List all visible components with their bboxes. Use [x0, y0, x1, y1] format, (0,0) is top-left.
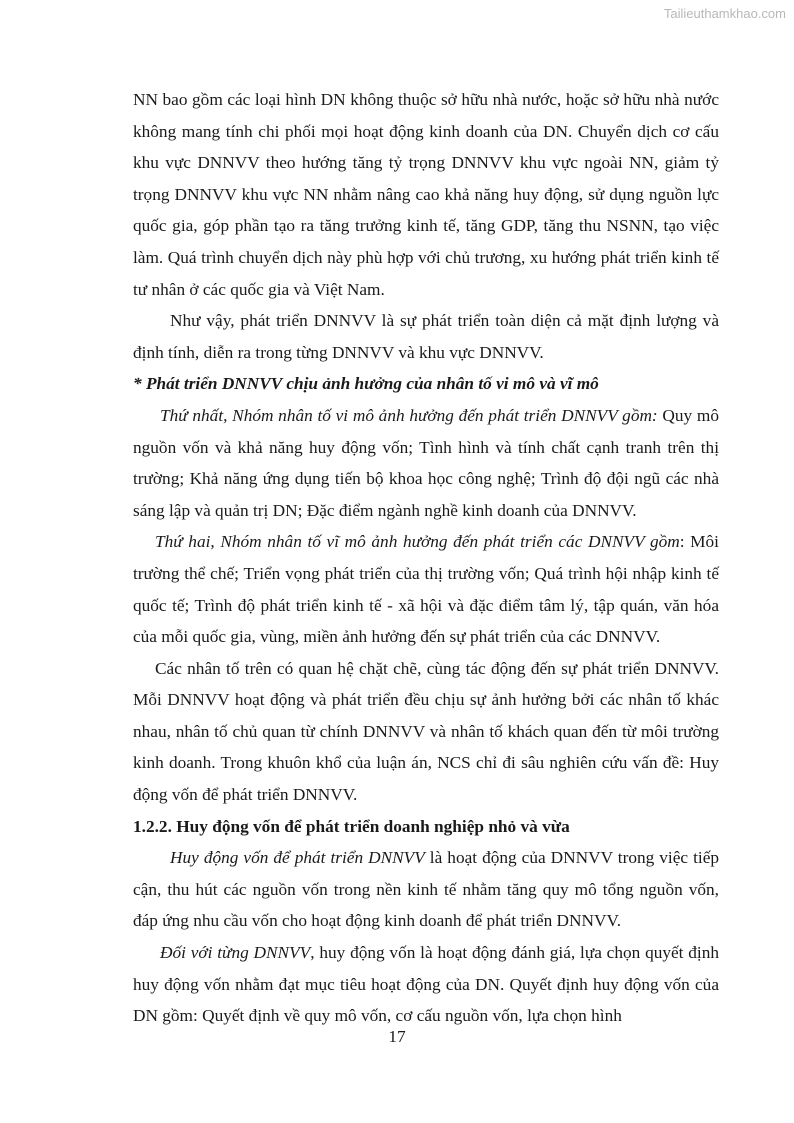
micro-factors-lead: Thứ nhất, Nhóm nhân tố vi mô ảnh hưởng đến phát triển DNNVV gồm: [160, 405, 658, 425]
section-heading-1-2-2: 1.2.2. Huy động vốn để phát triển doanh nghiệp nhỏ và vừa [133, 816, 570, 836]
macro-factors-text: : Môi trường thể chế; Triển vọng phát triển của thị trường vốn; Quá trình hội nhập kinh tế quốc tế; Trình độ phát triển kinh tế - xã hội và đặc điểm tâm lý, tập quán, văn hóa của mỗi quốc gia, vùng, miền ảnh hưởng đến sự phát triển của các DNNVV. [133, 532, 719, 647]
paragraph-2: Như vậy, phát triển DNNVV là sự phát triển toàn diện cả mặt định lượng và định tính, diễn ra trong từng DNNVV và khu vực DNNVV. [133, 311, 719, 362]
page-number: 17 [388, 1027, 406, 1046]
paragraph-capital-definition [133, 842, 719, 937]
paragraph-1: NN bao gồm các loại hình DN không thuộc sở hữu nhà nước, hoặc sở hữu nhà nước không mang tính chi phối mọi hoạt động kinh doanh của DN. Chuyển dịch cơ cấu khu vực DNNVV theo hướng tăng tỷ trọng DNNVV khu vực ngoài NN, giảm tỷ trọng DNNVV khu vực NN nhằm nâng cao khả năng huy động, sử dụng nguồn lực quốc gia, góp phần tạo ra tăng trưởng kinh tế, tăng GDP, tăng thu NSNN, tạo việc làm. Quá trình chuyển dịch này phù hợp với chủ trương, xu hướng phát triển kinh tế tư nhân ở các quốc gia và Việt Nam. [133, 90, 719, 299]
capital-definition-lead: Huy động vốn để phát triển DNNVV [170, 848, 425, 868]
watermark: Tailieuthamkhao.com [663, 6, 786, 21]
document-body [133, 84, 719, 1032]
each-sme-text: , huy động vốn là hoạt động đánh giá, lựa chọn quyết định huy động vốn nhằm đạt mục tiêu hoạt động của DN. Quyết định huy động vốn của DN gồm: Quyết định về quy mô vốn, cơ cấu nguồn vốn, lựa chọn hình [133, 943, 719, 1026]
macro-factors-lead: Thứ hai, Nhóm nhân tố vĩ mô ảnh hưởng đến phát triển các DNNVV gồm [155, 532, 680, 552]
paragraph-macro-factors [133, 526, 719, 652]
each-sme-lead: Đối với từng DNNVV [160, 943, 311, 963]
capital-definition-text: là hoạt động của DNNVV trong việc tiếp cận, thu hút các nguồn vốn trong nền kinh tế nhằm tăng quy mô tổng nguồn vốn, đáp ứng nhu cầu vốn cho hoạt động kinh doanh để phát triển DNNVV. [133, 848, 720, 931]
paragraph-5: Các nhân tố trên có quan hệ chặt chẽ, cùng tác động đến sự phát triển DNNVV. Mỗi DNNVV hoạt động và phát triển đều chịu sự ảnh hưởng bởi các nhân tố khác nhau, nhân tố chủ quan từ chính DNNVV và nhân tố khách quan đến từ môi trường kinh doanh. Trong khuôn khổ của luận án, NCS chỉ đi sâu nghiên cứu vấn đề: Huy động vốn để phát triển DNNVV. [133, 658, 719, 805]
section-heading-factors: * Phát triển DNNVV chịu ảnh hưởng của nhân tố vi mô và vĩ mô [133, 374, 599, 394]
paragraph-micro-factors [133, 400, 719, 526]
micro-factors-text: Quy mô nguồn vốn và khả năng huy động vốn; Tình hình và tính chất cạnh tranh trên thị trường; Khả năng ứng dụng tiến bộ khoa học công nghệ; Trình độ đội ngũ các nhà sáng lập và quản trị DN; Đặc điểm ngành nghề kinh doanh của DNNVV. [133, 405, 719, 520]
paragraph-each-sme [133, 937, 719, 1032]
